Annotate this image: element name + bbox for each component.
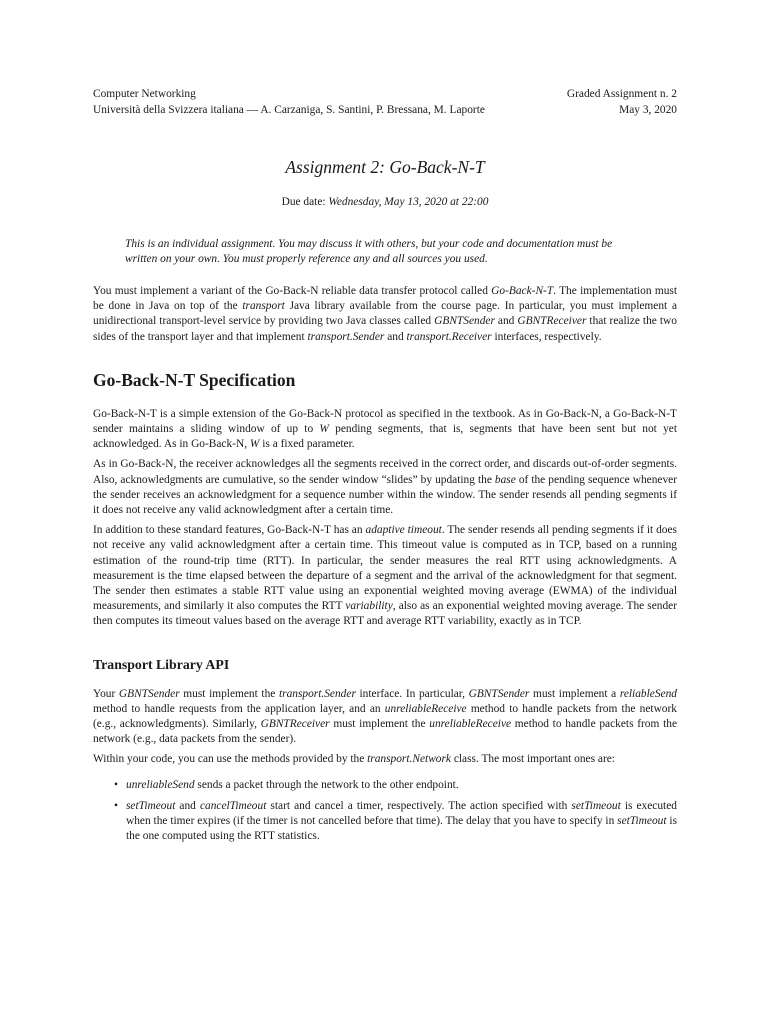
header-right	[567, 87, 677, 118]
page-title: Assignment 2: Go-Back-N-T	[285, 157, 485, 177]
list-item: • unreliableSend sends a packet through the network to the other endpoint.	[93, 778, 677, 793]
section-heading-specification: Go-Back-N-T Specification	[93, 369, 296, 390]
list-item: • setTimeout and cancelTimeout start and cancel a timer, respectively. The action specified with setTimeout is executed when the timer expires (if the timer is not cancelled before that time). The delay that you have to specify in setTimeout is the one computed using the RTT statistics.	[114, 799, 677, 843]
issue-date: May 3, 2020	[619, 103, 677, 116]
spec-paragraph-1: Go-Back-N-T is a simple extension of the Go-Back-N protocol as specified in the textbook. As in Go-Back-N, a Go-Back-N-T sender maintains a sliding window of up to W pending segments, that is, segments that have been sent but not yet acknowledged. As in Go-Back-N, W is a fixed parameter.	[93, 407, 677, 451]
due-date: Due date: Wednesday, May 13, 2020 at 22:00	[281, 196, 489, 208]
header-left	[93, 87, 485, 118]
method-list	[93, 778, 677, 845]
document-page	[93, 87, 677, 850]
individual-note: This is an individual assignment. You may discuss it with others, but your code and documentation must be written on your own. You must properly reference any and all sources you used.	[125, 238, 613, 265]
authors: Università della Svizzera italiana — A. Carzaniga, S. Santini, P. Bressana, M. Laporte	[93, 103, 485, 116]
section-heading-api: Transport Library API	[93, 656, 230, 672]
page-header	[93, 87, 677, 118]
intro-paragraph: You must implement a variant of the Go-Back-N reliable data transfer protocol called Go-Back-N-T. The implementation must be done in Java on top of the transport Java library available from the course page. In particular, you must implement a unidirectional transport-level service by providing two Java classes called GBNTSender and GBNTReceiver that realize the two sides of the transport layer and that implement transport.Sender and transport.Receiver interfaces, respectively.	[93, 285, 677, 343]
assignment-number: Graded Assignment n. 2	[566, 88, 677, 100]
due-date-value: Wednesday, May 13, 2020 at 22:00	[328, 196, 489, 208]
spec-paragraph-2: As in Go-Back-N, the receiver acknowledges all the segments received in the correct order, and discards out-of-order segments. Also, acknowledgments are cumulative, so the sender window “slides” by updating the base of the pending sequence whenever the sender receives an acknowledgment for a sequence number within the window. The sender resends all pending segments if it does not receive any valid acknowledgment after a certain time.	[93, 458, 678, 517]
course-name: Computer Networking	[93, 88, 196, 100]
spec-paragraph-3: In addition to these standard features, Go-Back-N-T has an adaptive timeout. The sender resends all pending segments if it does not receive any valid acknowledgment after a certain time. This timeout value is computed as in TCP, based on a running estimation of the round-trip time (RTT). In particular, the sender measures the real RTT using acknowledgments. A measurement is the time elapsed between the departure of a segment and the arrival of the acknowledgment for that segment. The sender then estimates a stable RTT value using an exponential weighted moving average (EWMA) of the individual measurements, and similarly it also computes the RTT variability, also as an exponential weighted moving average. The sender then computes its timeout values based on the average RTT and average RTT variability, exactly as in TCP.	[93, 524, 677, 628]
api-paragraph-2: Within your code, you can use the methods provided by the transport.Network class. The most important ones are:	[93, 753, 615, 766]
bullet-icon: •	[114, 778, 118, 791]
api-paragraph-1: Your GBNTSender must implement the transport.Sender interface. In particular, GBNTSender must implement a reliableSend method to handle requests from the application layer, and an unreliableReceive method to handle packets from the network (e.g., acknowledgments). Similarly, GBNTReceiver must implement the unreliableReceive method to handle packets from the network (e.g., data packets from the sender).	[93, 687, 677, 746]
bullet-icon: •	[114, 799, 118, 812]
